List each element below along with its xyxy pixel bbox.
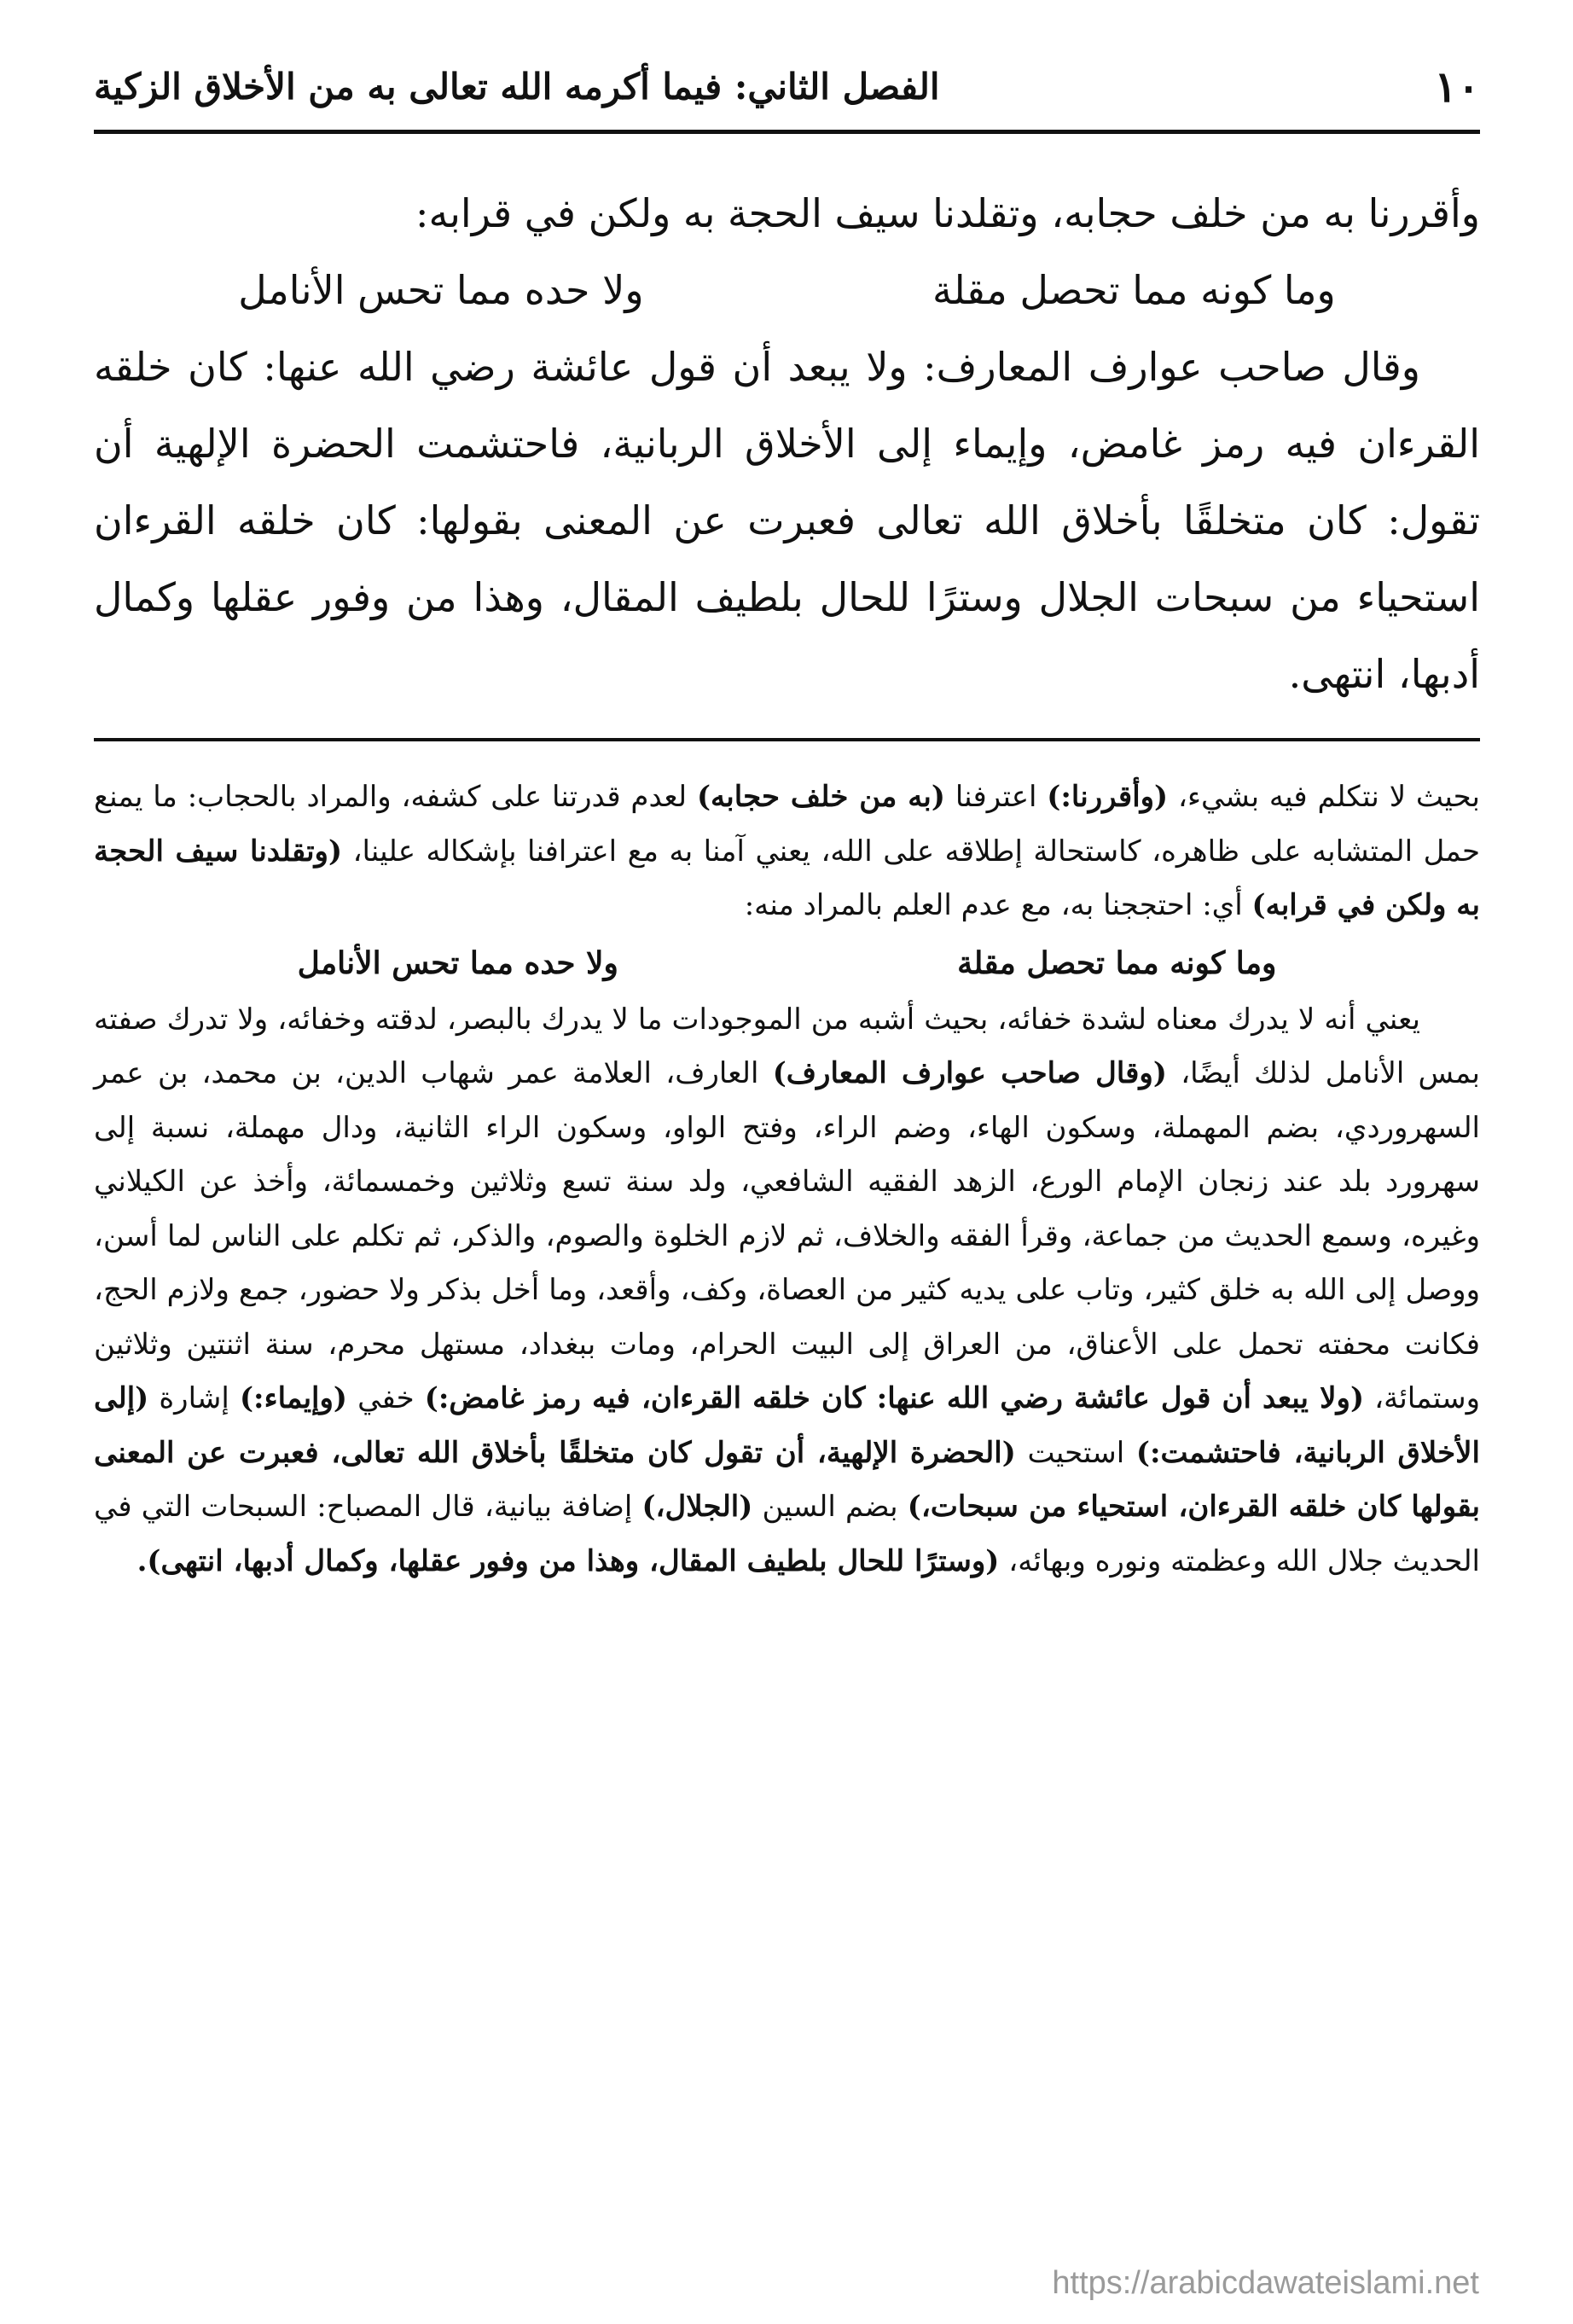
verse-second-hemistich: ولا حده مما تحس الأنامل	[297, 944, 618, 981]
verse-first-hemistich: وما كونه مما تحصل مقلة	[932, 267, 1336, 313]
commentary-text: بضم السين	[752, 1490, 908, 1524]
verse-first-hemistich: وما كونه مما تحصل مقلة	[957, 944, 1277, 981]
main-line: وأقررنا به من خلف حجابه، وتقلدنا سيف الحجة به ولكن في قرابه:	[415, 190, 1480, 236]
commentary-text: إشارة	[148, 1381, 240, 1415]
commentary-text: العارف، العلامة عمر شهاب الدين، بن محمد، بن عمر السهروردي، بضم المهملة، وسكون الهاء، وضم الراء، وفتح الواو، وسكون الراء الثانية، ودال مهملة، نسبة إلى سهرورد بلد عند زنجان الإمام الورع، الزهد الفقيه الشافعي، ولد سنة تسع وثلاثين وخمسمائة، وأخذ عن الكيلاني وغيره، وسمع الحديث من جماعة، وقرأ الفقه والخلاف، ثم لازم الخلوة والصوم، والذكر، ثم تكلم على الناس لما أسن، ووصل إلى الله به خلق كثير، وتاب على يديه كثير من العصاة، وكف، وأقعد، وما أخل بذكر ولا حضور، جمع ولازم الحج، فكانت محفته تحمل على الأعناق، من العراق إلى البيت الحرام، ومات ببغداد، مستهل محرم، سنة اثنتين وثلاثين وستمائة،	[94, 1056, 1480, 1415]
quoted-phrase: (وأقررنا:)	[1047, 780, 1169, 814]
watermark-url: https://arabicdawateislami.net	[1052, 2265, 1479, 2301]
main-paragraph: وقال صاحب عوارف المعارف: ولا يبعد أن قول عائشة رضي الله عنها: كان خلقه القرءان فيه رمز غامض، وإيماء إلى الأخلاق الربانية، فاحتشمت الحضرة الإلهية أن تقول: كان متخلقًا بأخلاق الله تعالى فعبرت عن المعنى بقولها: كان خلقه القرءان استحياء من سبحات الجلال وسترًا للحال بلطيف المقال، وهذا من وفور عقلها وكمال أدبها، انتهى.	[94, 344, 1480, 697]
quoted-phrase: (إلى الأخلاق الربانية، فاحتشمت:)	[94, 1381, 1480, 1470]
commentary-text: خفي	[347, 1381, 425, 1415]
footnote-separator	[94, 738, 1480, 741]
running-title: الفصل الثاني: فيما أكرمه الله تعالى به من الأخلاق الزكية	[94, 65, 940, 107]
quoted-phrase: (به من خلف حجابه)	[696, 780, 945, 814]
commentary-text: أي: احتججنا به، مع عدم العلم بالمراد منه:	[744, 888, 1252, 922]
main-text	[94, 175, 1480, 712]
commentary-paragraph-2	[94, 993, 1480, 1589]
page-header	[94, 51, 1480, 134]
book-page	[94, 51, 1480, 1589]
quoted-phrase: (وتقلدنا سيف الحجة به ولكن في قرابه)	[94, 834, 1480, 922]
page-number: ١٠	[1434, 61, 1480, 112]
quoted-phrase: (الحضرة الإلهية، أن تقول كان متخلقًا بأخلاق الله تعالى، فعبرت عن المعنى بقولها كان خلقه القرءان، استحياء من سبحات،)	[94, 1435, 1480, 1524]
quoted-phrase: (وسترًا للحال بلطيف المقال، وهذا من وفور عقلها، وكمال أدبها، انتهى).	[136, 1543, 1000, 1578]
commentary	[94, 770, 1480, 1589]
commentary-text: بحيث لا نتكلم فيه بشيء،	[1168, 780, 1480, 814]
quoted-phrase: (وإيماء:)	[239, 1381, 348, 1415]
commentary-text: لعدم قدرتنا على كشفه، والمراد بالحجاب: ما يمنع حمل المتشابه على ظاهره، كاستحالة إطلاقه على الله، يعني آمنا به مع اعترافنا بإشكاله علينا،	[94, 780, 1480, 869]
quoted-phrase: (الجلال،)	[641, 1490, 753, 1524]
commentary-text: اعترفنا	[944, 780, 1048, 814]
verse-couplet	[94, 252, 1480, 328]
commentary-text: يعني أنه لا يدرك معناه لشدة خفائه، بحيث أشبه من الموجودات ما لا يدرك بالبصر، لدقته وخفائه، ولا تدرك صفته بمس الأنامل لذلك أيضًا،	[94, 1002, 1480, 1090]
quoted-phrase: (وقال صاحب عوارف المعارف)	[772, 1056, 1167, 1090]
commentary-text: إضافة بيانية، قال المصباح: السبحات التي في الحديث جلال الله وعظمته ونوره وبهائه،	[94, 1490, 1480, 1578]
commentary-verse	[94, 933, 1480, 993]
commentary-paragraph-1	[94, 770, 1480, 933]
quoted-phrase: (ولا يبعد أن قول عائشة رضي الله عنها: كان خلقه القرءان، فيه رمز غامض:)	[424, 1381, 1365, 1415]
commentary-text: استحيت	[1015, 1435, 1136, 1470]
verse-second-hemistich: ولا حده مما تحس الأنامل	[238, 267, 644, 313]
